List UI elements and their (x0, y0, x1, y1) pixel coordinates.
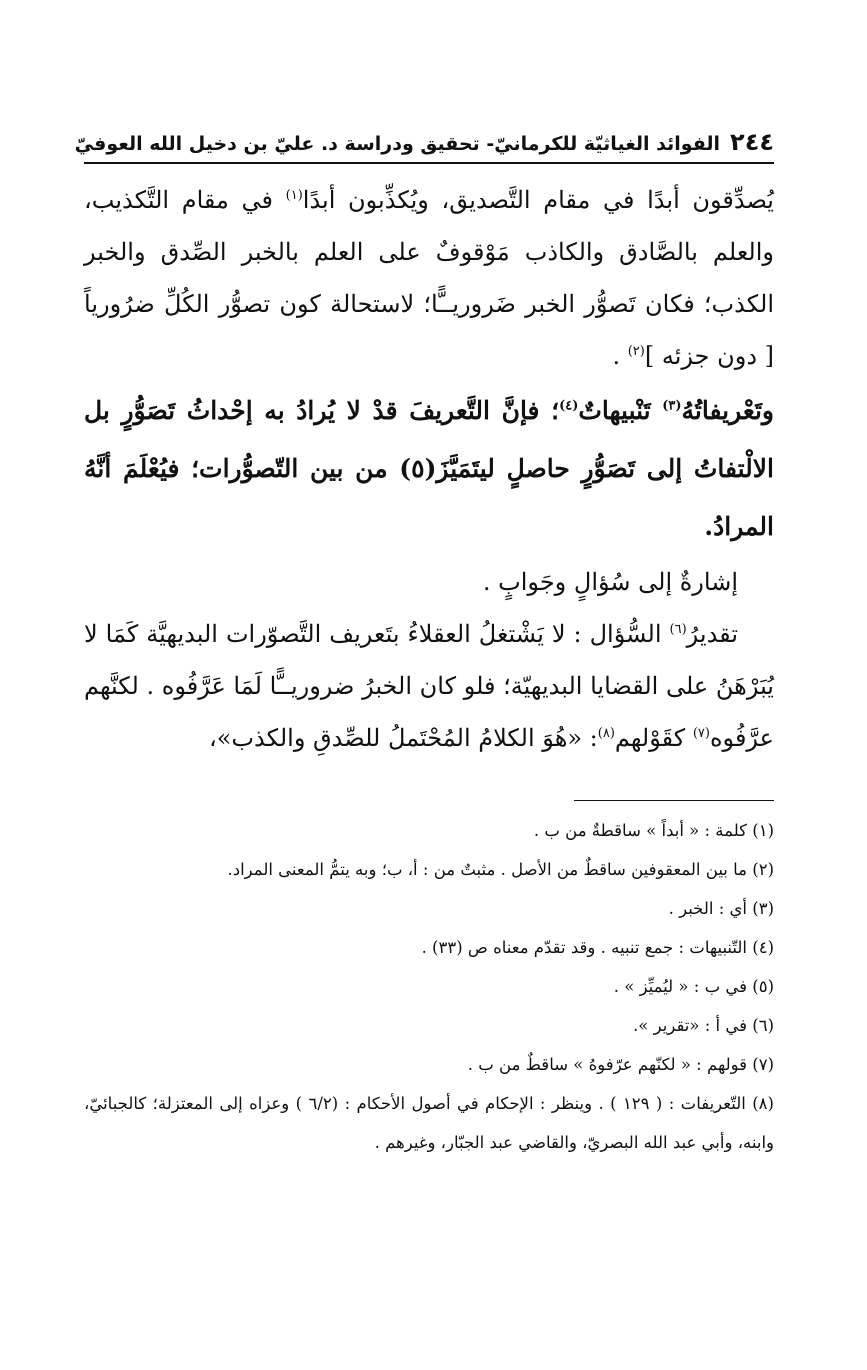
book-page (74, 128, 774, 1162)
footnote-ref-5: (٥) (399, 454, 437, 483)
paragraph-2-text-a: وتَعْريفاتُهُ (681, 396, 774, 425)
running-title: الفوائد الغياثيّة للكرمانيّ- تحقيق ودراسة د. عليّ بن دخيل الله العوفيّ (74, 133, 721, 155)
paragraph-1-text-b: في مقام التَّكذيب، والعلم بالصَّادق والكاذب مَوْقوفٌ على العلم بالخبر الصِّدق والخبر الكذب؛ فكان تَصوُّر الخبر ضَروريــًّا؛ لاستحالة كون تصوُّر الكُلِّ ضرُورياً [ دون جزئه ] (84, 186, 774, 370)
paragraph-2-text-d: من بين التّصوُّرات؛ فيُعْلَمَ أنَّهُ المرادُ. (84, 454, 774, 541)
paragraph-1-text-a: يُصدِّقون أبدًا في مقام التَّصديق، ويُكذِّبون أبدًا (302, 186, 774, 214)
footnote-5: (٥) في ب : « ليُميِّز » . (613, 977, 774, 996)
footnote-ref-3: (٣) (662, 398, 682, 414)
paragraph-2-text-b: تَنْبيهاتٌ (578, 396, 663, 425)
footnote-ref-1: (١) (285, 188, 303, 203)
footnote-7: (٧) قولهم : « لكنّهم عرّفوهُ » ساقطٌ من ب . (467, 1055, 774, 1074)
main-text (84, 174, 774, 764)
paragraph-3 (84, 556, 774, 608)
footnote-1: (١) كلمة : « أبداً » ساقطةٌ من ب . (533, 821, 774, 840)
paragraph-1-text-c: . (612, 342, 628, 370)
footnote-6: (٦) في أ : «تقرير ». (633, 1016, 774, 1035)
page-number: ٢٤٤ (730, 128, 774, 156)
paragraph-4-text-b: السُّؤال : لا يَشْتغلُ العقلاءُ بتَعريف التَّصوّرات البديهيَّة كَمَا لا يُبَرْهَنُ على القضايا البديهيّة؛ فلو كان الخبرُ ضروريــًّا لَمَا عَرَّفُوه . لكنَّهم عرَّفُوه (84, 620, 774, 752)
footnote-ref-8: (٨) (597, 726, 615, 741)
footnote-4: (٤) التّنبيهات : جمع تنبيه . وقد تقدّم معناه ص (٣٣) . (421, 938, 774, 957)
footnote-ref-2: (٢) (627, 344, 645, 359)
footnote-8: (٨) التّعريفات : ( ١٢٩ ) . وينظر : الإحكام في أصول الأحكام : (٦/٢ ) وعزاه إلى المعتزلة؛ كالجبائيّ، وابنه، وأبي عبد الله البصريّ، والقاضي عبد الجبّار، وغيرهم . (84, 1094, 774, 1152)
footnote-ref-4: (٤) (559, 398, 579, 414)
paragraph-1 (84, 174, 774, 382)
footnote-2: (٢) ما بين المعقوفين ساقطٌ من الأصل . مثبتٌ من : أ، ب؛ وبه يتمُّ المعنى المراد. (227, 860, 774, 879)
footnote-ref-6: (٦) (669, 622, 687, 637)
paragraph-4 (84, 608, 774, 764)
running-header (74, 128, 774, 164)
paragraph-4-text-d: : «هُوَ الكلامُ المُحْتَملُ للصِّدقِ والكذب»، (208, 724, 598, 752)
paragraph-4-text-a: تقديرُ (686, 620, 738, 648)
paragraph-2 (84, 382, 774, 556)
footnote-ref-7: (٧) (692, 726, 710, 741)
paragraph-2-text-c: ؛ فإنَّ التَّعريفَ قدْ لا يُرادُ به إحْداثُ تَصَوُّرٍ بل الالْتفاتُ إلى تَصَوُّرٍ حاصلٍ ليتَمَيَّزَ (84, 396, 774, 483)
footnote-3: (٣) أي : الخبر . (668, 899, 774, 918)
footnotes (84, 811, 774, 1162)
paragraph-4-text-c: كقَوْلهم (614, 724, 693, 752)
footnote-separator (574, 800, 774, 801)
paragraph-3-text: إشارةٌ إلى سُؤالٍ وجَوابٍ . (482, 568, 738, 596)
